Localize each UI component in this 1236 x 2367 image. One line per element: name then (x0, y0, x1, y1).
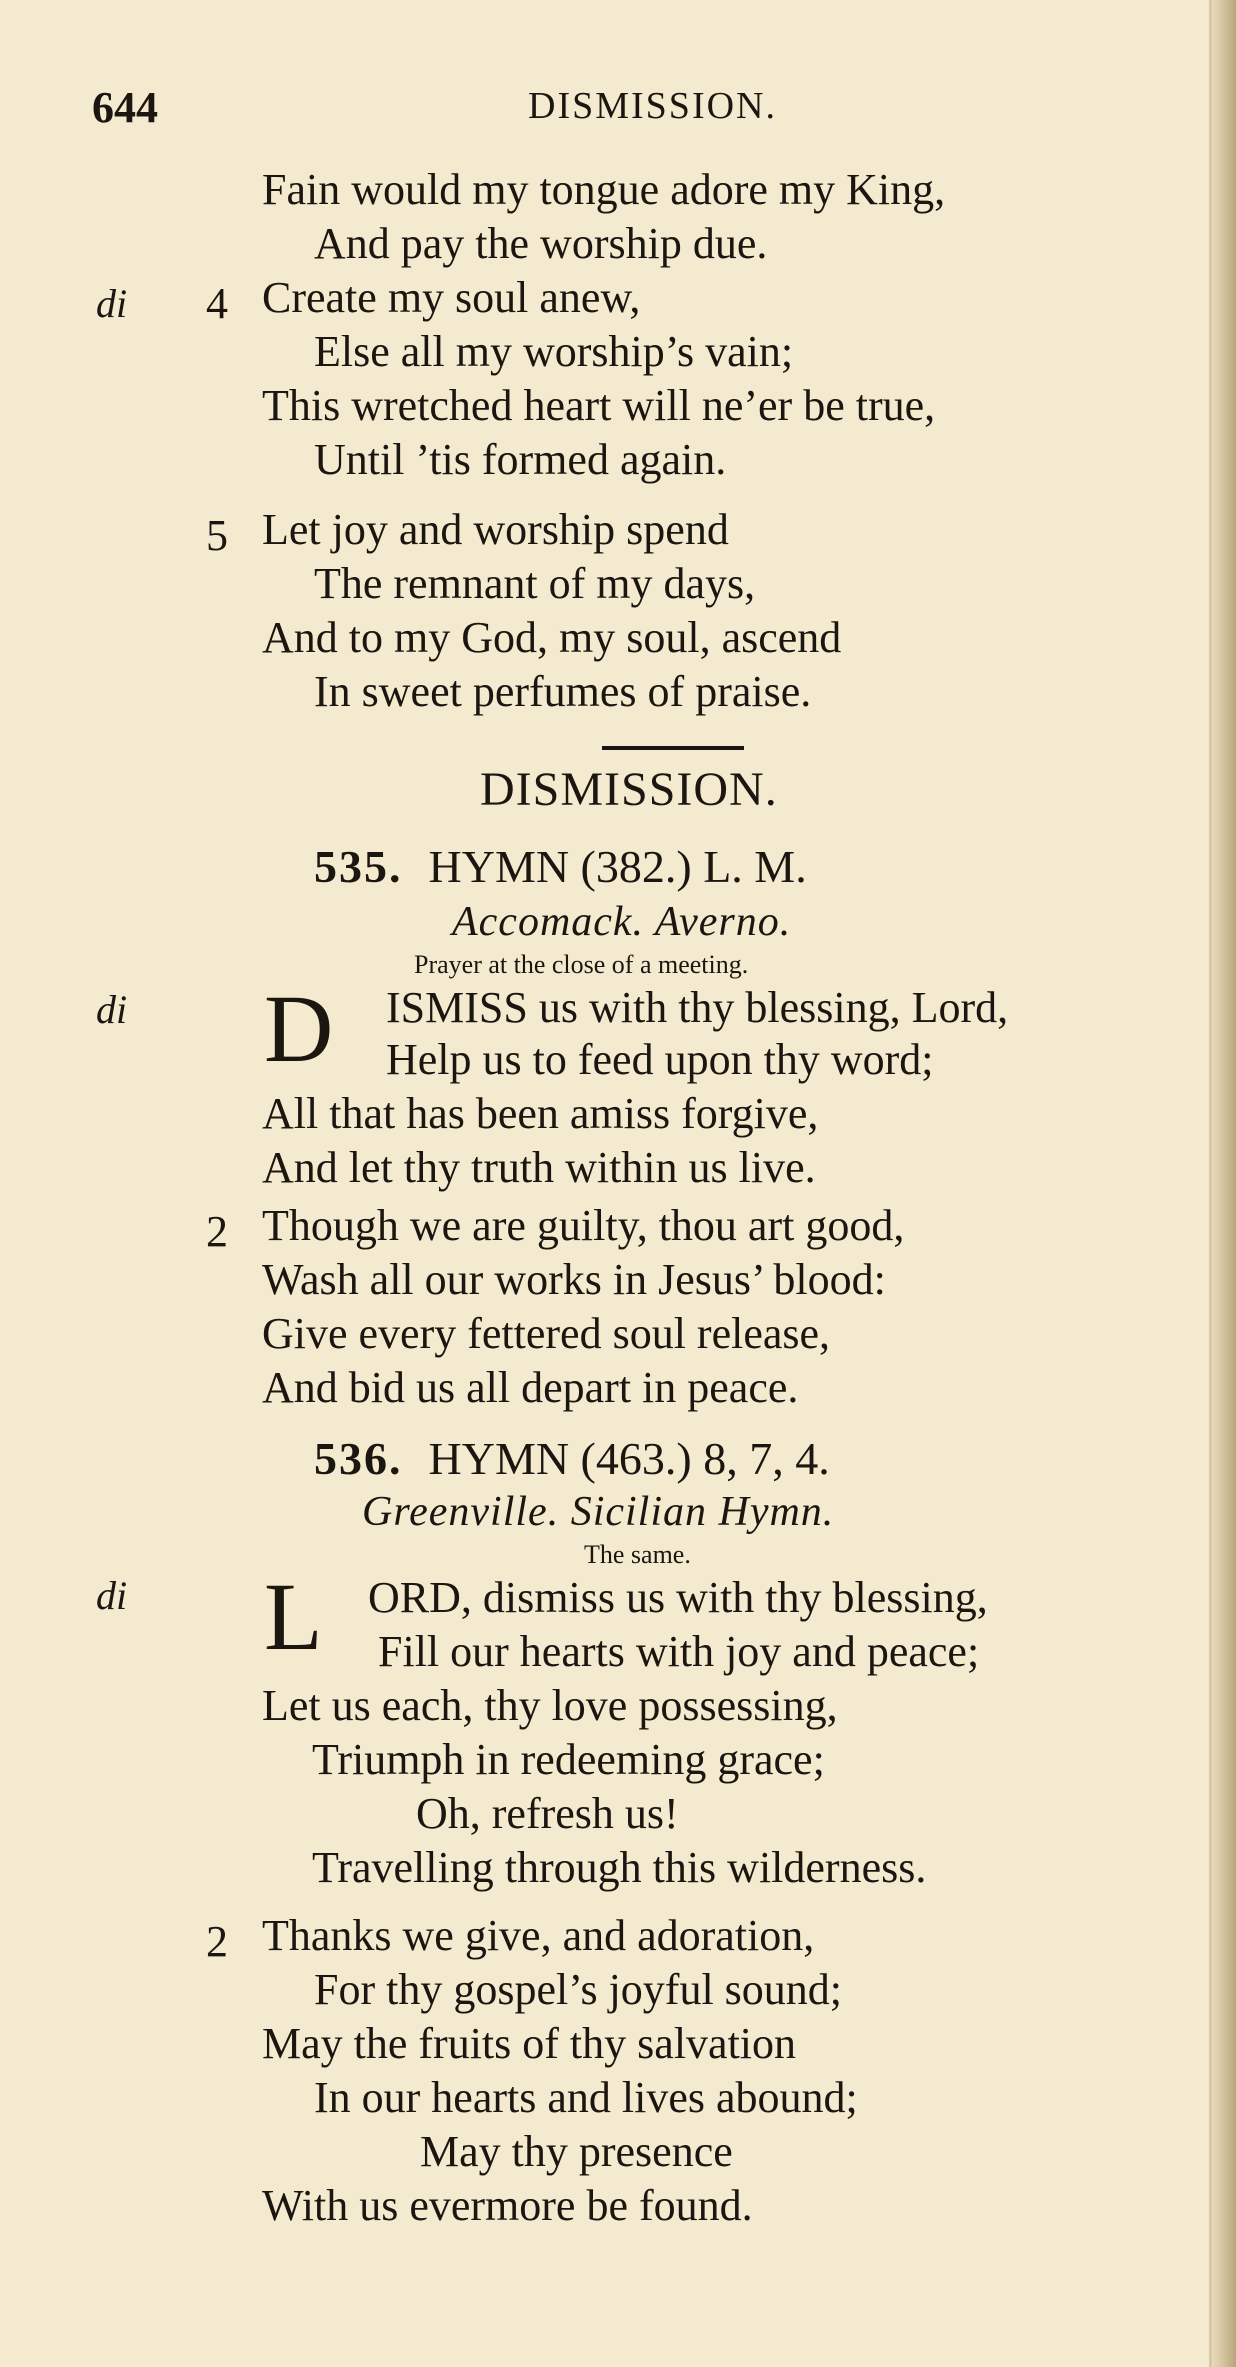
margin-note: di (96, 987, 128, 1032)
section-divider (602, 746, 744, 750)
hymn-subtitle: The same. (584, 1540, 691, 1569)
verse-line: And bid us all depart in peace. (262, 1363, 799, 1412)
page-edge-shadow (1209, 0, 1212, 2367)
stanza-number: 2 (206, 1917, 228, 1966)
verse-line: This wretched heart will ne’er be true, (262, 381, 936, 430)
tune-names: Accomack. Averno. (452, 899, 792, 945)
verse-line: The remnant of my days, (314, 559, 756, 608)
verse-line: Until ’tis formed again. (314, 435, 727, 484)
page-edge (1212, 0, 1236, 2367)
hymn-number: 535. (314, 841, 403, 892)
verse-line: Wash all our works in Jesus’ blood: (262, 1255, 886, 1304)
drop-cap: L (264, 1563, 323, 1670)
verse-line: And let thy truth within us live. (262, 1143, 816, 1192)
margin-note: di (96, 1573, 128, 1618)
section-title: DISMISSION. (480, 763, 778, 816)
verse-line: And pay the worship due. (314, 219, 768, 268)
stanza-number: 5 (206, 511, 228, 560)
hymn-meter: HYMN (382.) L. M. (428, 841, 807, 892)
hymn-number: 536. (314, 1433, 403, 1484)
verse-line: May the fruits of thy salvation (262, 2019, 797, 2068)
stanza-number: 2 (206, 1207, 228, 1256)
verse-line: Oh, refresh us! (416, 1789, 679, 1838)
running-head: DISMISSION. (528, 85, 777, 127)
hymn-subtitle: Prayer at the close of a meeting. (414, 950, 749, 979)
verse-line: ORD, dismiss us with thy blessing, (368, 1573, 988, 1622)
verse-line: Let us each, thy love possessing, (262, 1681, 838, 1730)
verse-line: Thanks we give, and adoration, (262, 1911, 815, 1960)
verse-line: ISMISS us with thy blessing, Lord, (386, 983, 1009, 1032)
verse-line: Triumph in redeeming grace; (312, 1735, 825, 1784)
verse-line: May thy presence (420, 2127, 733, 2176)
verse-line: In our hearts and lives abound; (314, 2073, 858, 2122)
verse-line: All that has been amiss forgive, (262, 1089, 819, 1138)
tune-names: Greenville. Sicilian Hymn. (362, 1489, 835, 1535)
verse-line: Let joy and worship spend (262, 505, 729, 554)
drop-cap: D (264, 975, 334, 1082)
verse-line: Fain would my tongue adore my King, (262, 165, 946, 214)
hymn-meter: HYMN (463.) 8, 7, 4. (428, 1433, 830, 1484)
verse-line: For thy gospel’s joyful sound; (314, 1965, 843, 2014)
verse-line: In sweet perfumes of praise. (314, 667, 812, 716)
hymn-heading (314, 1432, 830, 1485)
verse-line: Travelling through this wilderness. (312, 1843, 927, 1892)
verse-line: Create my soul anew, (262, 273, 641, 322)
verse-line: Else all my worship’s vain; (314, 327, 794, 376)
page-number: 644 (92, 83, 158, 132)
verse-line: Give every fettered soul release, (262, 1309, 831, 1358)
verse-line: With us evermore be found. (262, 2181, 753, 2230)
stanza-number: 4 (206, 279, 228, 328)
verse-line: Fill our hearts with joy and peace; (378, 1627, 980, 1676)
hymn-heading (314, 840, 807, 893)
verse-line: Though we are guilty, thou art good, (262, 1201, 905, 1250)
verse-line: Help us to feed upon thy word; (386, 1035, 934, 1084)
verse-line: And to my God, my soul, ascend (262, 613, 842, 662)
margin-note: di (96, 281, 128, 326)
